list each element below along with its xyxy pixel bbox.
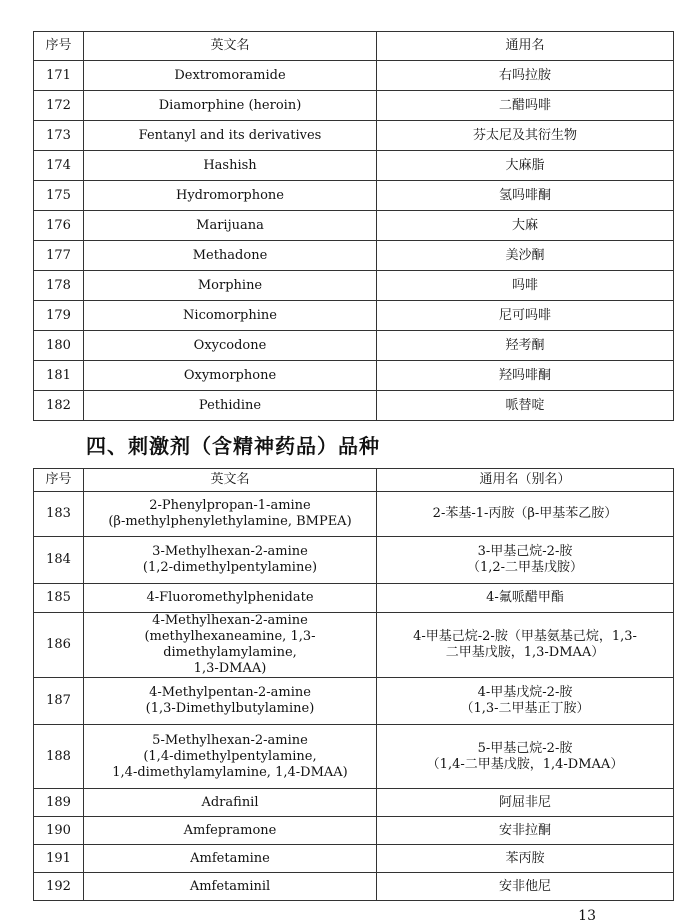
english-name-cell: Hydromorphone (84, 181, 377, 211)
table-row (34, 331, 674, 361)
english-name-cell: Marijuana (84, 211, 377, 241)
english-name-cell: Amfepramone (84, 817, 377, 845)
serial-number-cell: 178 (34, 271, 84, 301)
common-name-cell: 吗啡 (377, 271, 674, 301)
table-row (34, 181, 674, 211)
serial-number-cell: 183 (34, 492, 84, 537)
section-heading: 四、刺激剂（含精神药品）品种 (86, 434, 380, 458)
serial-number-cell: 188 (34, 725, 84, 789)
header-common-name: 通用名 (377, 32, 674, 61)
english-name-cell: Adrafinil (84, 789, 377, 817)
english-name-cell: 4-Fluoromethylphenidate (84, 584, 377, 613)
serial-number-cell: 172 (34, 91, 84, 121)
english-name-cell: Oxycodone (84, 331, 377, 361)
serial-number-cell: 185 (34, 584, 84, 613)
table-row (34, 271, 674, 301)
serial-number-cell: 190 (34, 817, 84, 845)
narcotics-table (33, 31, 674, 421)
serial-number-cell: 191 (34, 845, 84, 873)
english-name-cell: 5-Methylhexan-2-amine (1,4-dimethylpentylamine, 1,4-dimethylamylamine, 1,4-DMAA) (84, 725, 377, 789)
table-row (34, 492, 674, 537)
common-name-cell: 大麻 (377, 211, 674, 241)
english-name-cell: Fentanyl and its derivatives (84, 121, 377, 151)
common-name-cell: 羟考酮 (377, 331, 674, 361)
common-name-cell: 4-甲基戊烷-2-胺 （1,3-二甲基正丁胺） (377, 678, 674, 725)
common-name-cell: 美沙酮 (377, 241, 674, 271)
serial-number-cell: 179 (34, 301, 84, 331)
common-name-cell: 右吗拉胺 (377, 61, 674, 91)
english-name-cell: 4-Methylpentan-2-amine (1,3-Dimethylbutylamine) (84, 678, 377, 725)
serial-number-cell: 186 (34, 613, 84, 678)
serial-number-cell: 184 (34, 537, 84, 584)
serial-number-cell: 175 (34, 181, 84, 211)
common-name-cell: 哌替啶 (377, 391, 674, 421)
table-row (34, 873, 674, 901)
common-name-cell: 芬太尼及其衍生物 (377, 121, 674, 151)
table-row (34, 537, 674, 584)
english-name-cell: Methadone (84, 241, 377, 271)
table-row (34, 584, 674, 613)
table-row (34, 613, 674, 678)
table-row (34, 789, 674, 817)
common-name-cell: 苯丙胺 (377, 845, 674, 873)
common-name-cell: 3-甲基己烷-2-胺 （1,2-二甲基戊胺） (377, 537, 674, 584)
serial-number-cell: 181 (34, 361, 84, 391)
table-header-row (34, 32, 674, 61)
english-name-cell: Oxymorphone (84, 361, 377, 391)
table-header-row (34, 469, 674, 492)
english-name-cell: Nicomorphine (84, 301, 377, 331)
common-name-cell: 大麻脂 (377, 151, 674, 181)
common-name-cell: 安非他尼 (377, 873, 674, 901)
serial-number-cell: 192 (34, 873, 84, 901)
table-row (34, 61, 674, 91)
english-name-cell: Pethidine (84, 391, 377, 421)
table-row (34, 151, 674, 181)
english-name-cell: 4-Methylhexan-2-amine (methylhexaneamine, 1,3-dimethylamylamine, 1,3-DMAA) (84, 613, 377, 678)
english-name-cell: Amfetaminil (84, 873, 377, 901)
english-name-cell: 3-Methylhexan-2-amine (1,2-dimethylpentylamine) (84, 537, 377, 584)
common-name-cell: 二醋吗啡 (377, 91, 674, 121)
table-row (34, 121, 674, 151)
stimulants-table (33, 468, 674, 901)
table-row (34, 241, 674, 271)
table-row (34, 91, 674, 121)
english-name-cell: Amfetamine (84, 845, 377, 873)
english-name-cell: Dextromoramide (84, 61, 377, 91)
serial-number-cell: 171 (34, 61, 84, 91)
serial-number-cell: 176 (34, 211, 84, 241)
common-name-cell: 尼可吗啡 (377, 301, 674, 331)
serial-number-cell: 173 (34, 121, 84, 151)
serial-number-cell: 174 (34, 151, 84, 181)
table-row (34, 301, 674, 331)
table-row (34, 725, 674, 789)
table-row (34, 211, 674, 241)
table-row (34, 361, 674, 391)
common-name-cell: 5-甲基己烷-2-胺 （1,4-二甲基戊胺，1,4-DMAA） (377, 725, 674, 789)
table-row (34, 391, 674, 421)
header-english-name: 英文名 (84, 32, 377, 61)
common-name-cell: 4-甲基己烷-2-胺（甲基氨基己烷，1,3- 二甲基戊胺，1,3-DMAA） (377, 613, 674, 678)
header-english-name: 英文名 (84, 469, 377, 492)
table-row (34, 678, 674, 725)
common-name-cell: 2-苯基-1-丙胺（β-甲基苯乙胺） (377, 492, 674, 537)
serial-number-cell: 182 (34, 391, 84, 421)
english-name-cell: Morphine (84, 271, 377, 301)
serial-number-cell: 187 (34, 678, 84, 725)
header-serial-number: 序号 (34, 32, 84, 61)
header-common-name: 通用名（别名） (377, 469, 674, 492)
serial-number-cell: 180 (34, 331, 84, 361)
common-name-cell: 羟吗啡酮 (377, 361, 674, 391)
english-name-cell: 2-Phenylpropan-1-amine (β-methylphenylethylamine, BMPEA) (84, 492, 377, 537)
common-name-cell: 阿屈非尼 (377, 789, 674, 817)
common-name-cell: 安非拉酮 (377, 817, 674, 845)
common-name-cell: 4-氟哌醋甲酯 (377, 584, 674, 613)
english-name-cell: Diamorphine (heroin) (84, 91, 377, 121)
serial-number-cell: 189 (34, 789, 84, 817)
common-name-cell: 氢吗啡酮 (377, 181, 674, 211)
header-serial-number: 序号 (34, 469, 84, 492)
table-row (34, 817, 674, 845)
english-name-cell: Hashish (84, 151, 377, 181)
serial-number-cell: 177 (34, 241, 84, 271)
table-row (34, 845, 674, 873)
page-number: 13 (578, 908, 596, 924)
